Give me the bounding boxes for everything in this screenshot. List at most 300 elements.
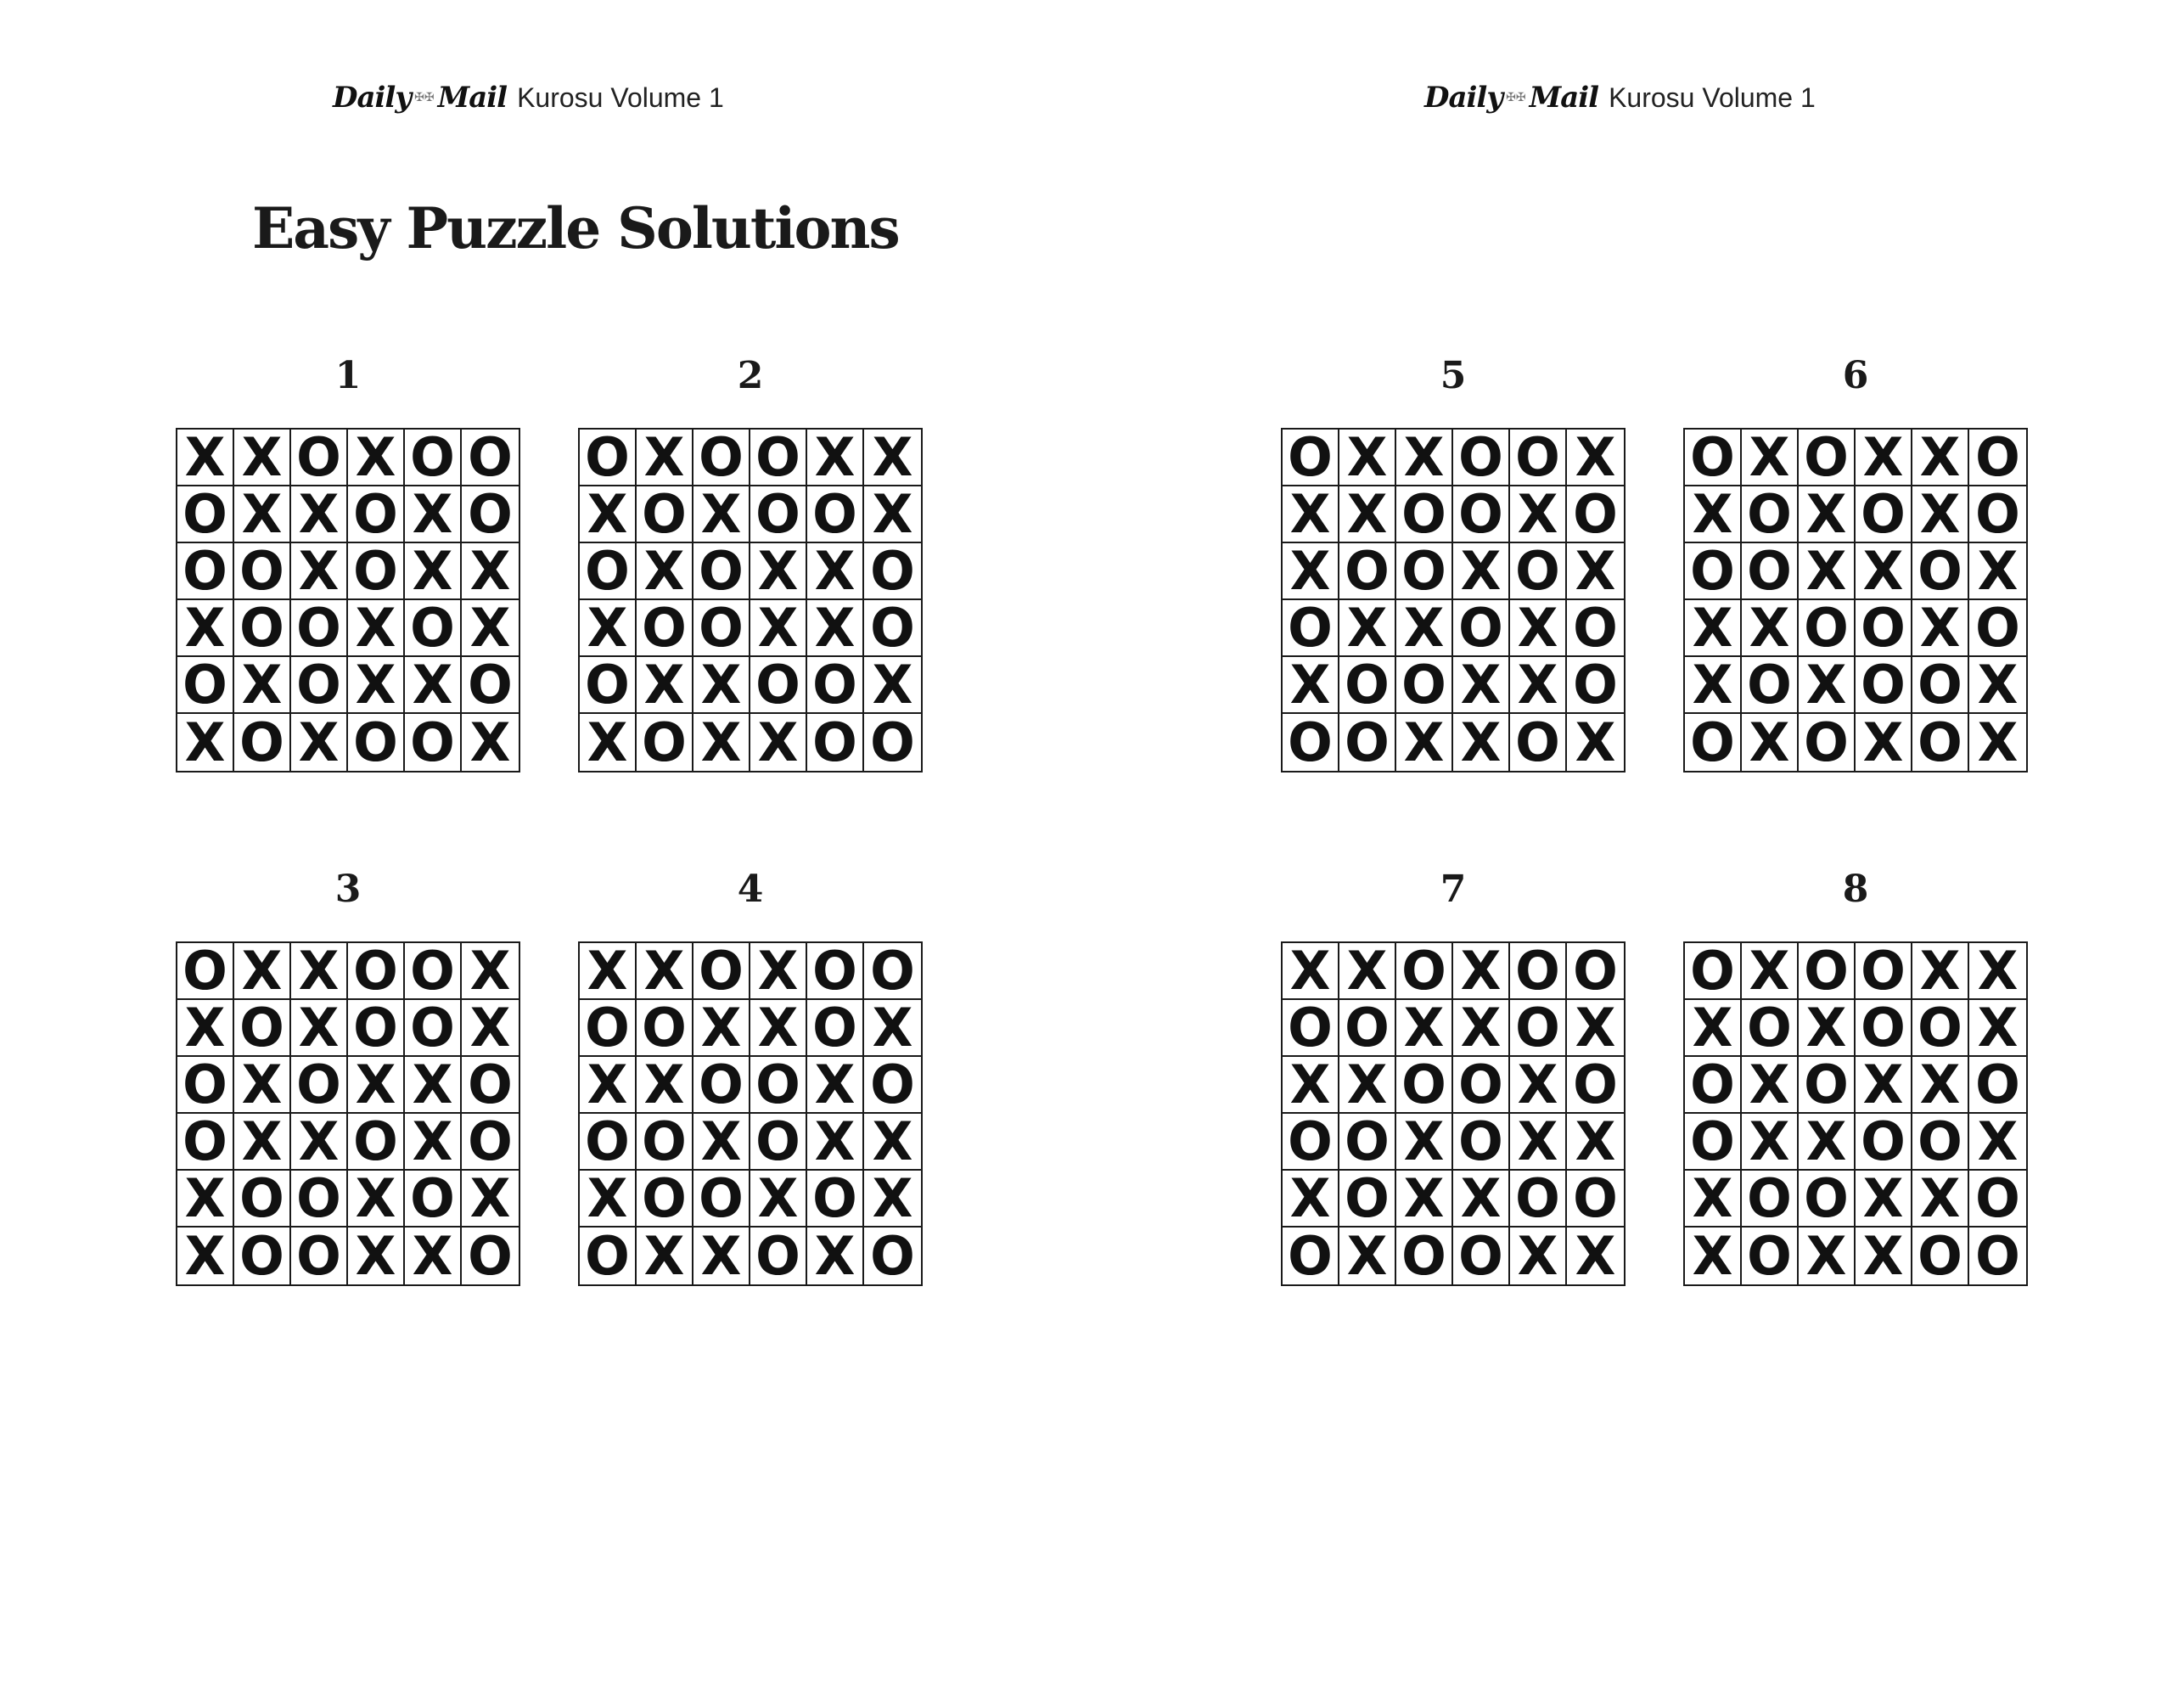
grid-cell: X — [291, 543, 348, 600]
grid-cell: O — [1856, 1114, 1912, 1171]
grid-cell: O — [1567, 486, 1624, 543]
solution-grid — [1683, 425, 2028, 773]
grid-cell: X — [864, 657, 921, 714]
grid-cell: O — [1453, 1228, 1510, 1284]
grid-cell: X — [1799, 486, 1856, 543]
grid-cell: X — [1969, 1000, 2026, 1057]
grid-cell: O — [291, 1171, 348, 1228]
grid-cell: O — [462, 1057, 519, 1114]
grid-cell: X — [177, 1000, 234, 1057]
grid-cell: X — [1453, 543, 1510, 600]
grid-cell: X — [864, 1000, 921, 1057]
grid-cell: O — [1567, 943, 1624, 1000]
grid-cell: X — [1567, 1114, 1624, 1171]
grid-cell: X — [1339, 600, 1396, 657]
grid-cell: X — [750, 714, 807, 771]
grid-cell: O — [807, 1171, 864, 1228]
grid-cell: O — [1975, 1224, 2020, 1287]
puzzle-solution — [1281, 352, 1626, 773]
grid-cell: X — [348, 1228, 405, 1284]
grid-cell: X — [1283, 943, 1339, 1000]
grid-cell: X — [1396, 714, 1453, 771]
grid-cell: X — [580, 600, 637, 657]
grid-cell: X — [1912, 1057, 1969, 1114]
grid-cell: X — [1969, 657, 2026, 714]
grid-cell: X — [405, 1228, 462, 1284]
grid-cell: X — [291, 486, 348, 543]
grid-cell: O — [177, 486, 234, 543]
grid-cell: O — [750, 1114, 807, 1171]
grid-cell: O — [177, 1057, 234, 1114]
grid-cell: X — [1856, 1171, 1912, 1228]
grid-cell: X — [750, 943, 807, 1000]
grid-cell: X — [1339, 1057, 1396, 1114]
grid-cell: O — [405, 430, 462, 486]
grid-cell: O — [1742, 1000, 1799, 1057]
grid-cell: O — [1339, 1000, 1396, 1057]
grid-cell: X — [1912, 486, 1969, 543]
grid-cell: O — [807, 1000, 864, 1057]
solution-grid — [578, 425, 923, 773]
left-page — [0, 0, 1086, 1708]
right-page — [1086, 0, 2173, 1708]
grid-cell: X — [1685, 486, 1742, 543]
grid-cell: O — [1453, 1114, 1510, 1171]
grid-cell: X — [1685, 1171, 1742, 1228]
grid-cell: X — [1685, 1228, 1742, 1284]
running-head — [333, 78, 724, 117]
grid-cell: O — [462, 1114, 519, 1171]
grid-cell: O — [1685, 943, 1742, 1000]
grid-cell: O — [405, 1171, 462, 1228]
grid-cell: X — [693, 1114, 750, 1171]
grid-cell: X — [1742, 430, 1799, 486]
grid-cell: X — [1453, 1000, 1510, 1057]
grid-cell: X — [864, 1171, 921, 1228]
puzzle-solution — [176, 866, 520, 1286]
grid-cell: X — [1685, 1000, 1742, 1057]
grid-cell: O — [693, 1171, 750, 1228]
grid-cell: O — [1339, 1171, 1396, 1228]
grid-cell: X — [1912, 600, 1969, 657]
grid-cell: O — [1339, 657, 1396, 714]
grid-cell: O — [177, 657, 234, 714]
grid-cell: X — [348, 430, 405, 486]
grid-cell: X — [1685, 600, 1742, 657]
grid-cell: O — [580, 543, 637, 600]
grid-cell: O — [1339, 714, 1396, 771]
grid-cell: O — [1742, 657, 1799, 714]
grid-cell: X — [1856, 1228, 1912, 1284]
grid-cell: X — [462, 600, 519, 657]
grid-cell: X — [1742, 1057, 1799, 1114]
grid-cell: X — [637, 943, 693, 1000]
grid-cell: O — [693, 1057, 750, 1114]
grid-cell: O — [405, 600, 462, 657]
grid-cell: X — [1339, 486, 1396, 543]
grid-cell: O — [1396, 1228, 1453, 1284]
section-title: Easy Puzzle Solutions — [252, 195, 899, 261]
grid-cell: X — [1510, 600, 1567, 657]
grid-cell: O — [1396, 943, 1453, 1000]
grid-cell: X — [1575, 711, 1616, 773]
grid-cell: O — [1799, 1171, 1856, 1228]
grid-cell: O — [1283, 600, 1339, 657]
grid-cell: O — [1912, 1228, 1969, 1284]
grid-cell: X — [1856, 430, 1912, 486]
grid-cell: X — [234, 943, 291, 1000]
grid-cell: X — [1339, 943, 1396, 1000]
grid-cell: O — [637, 1000, 693, 1057]
grid-cell: O — [1799, 430, 1856, 486]
grid-cell: X — [462, 1000, 519, 1057]
solution-grid — [1683, 941, 2028, 1286]
running-head-title: Kurosu Volume 1 — [517, 81, 724, 113]
grid-cell: O — [1969, 1171, 2026, 1228]
grid-cell: O — [1912, 714, 1969, 771]
grid-cell: X — [1685, 657, 1742, 714]
grid-cell: X — [1510, 486, 1567, 543]
grid-cell: O — [1799, 714, 1856, 771]
grid-cell: X — [1969, 543, 2026, 600]
grid-cell: X — [693, 1228, 750, 1284]
grid-cell: X — [693, 714, 750, 771]
grid-cell: O — [1567, 1057, 1624, 1114]
grid-cell: X — [1396, 1000, 1453, 1057]
grid-cell: O — [637, 714, 693, 771]
grid-cell: X — [177, 600, 234, 657]
grid-cell: X — [1912, 943, 1969, 1000]
grid-cell: O — [348, 1114, 405, 1171]
puzzle-number: 3 — [334, 868, 362, 911]
grid-cell: O — [1339, 1114, 1396, 1171]
grid-cell: X — [693, 1000, 750, 1057]
grid-cell: X — [234, 486, 291, 543]
grid-cell: O — [234, 600, 291, 657]
grid-cell: X — [405, 1057, 462, 1114]
grid-cell: O — [864, 943, 921, 1000]
grid-cell: O — [405, 1000, 462, 1057]
puzzle-number: 7 — [1440, 868, 1467, 911]
grid-cell: O — [580, 1228, 637, 1284]
grid-cell: X — [405, 543, 462, 600]
grid-cell: X — [750, 543, 807, 600]
puzzle-solution — [578, 352, 923, 773]
grid-cell: X — [1799, 657, 1856, 714]
grid-cell: X — [1567, 430, 1624, 486]
grid-cell: O — [864, 1057, 921, 1114]
grid-cell: O — [750, 1228, 807, 1284]
grid-cell: O — [291, 1057, 348, 1114]
grid-cell: O — [1969, 430, 2026, 486]
grid-cell: O — [462, 657, 519, 714]
grid-cell: X — [1742, 1114, 1799, 1171]
grid-cell: O — [870, 1224, 915, 1287]
grid-cell: O — [1912, 543, 1969, 600]
grid-cell: X — [864, 430, 921, 486]
grid-cell: X — [348, 1057, 405, 1114]
grid-cell: O — [1510, 714, 1567, 771]
grid-cell: O — [1799, 943, 1856, 1000]
grid-cell: O — [1453, 600, 1510, 657]
grid-cell: X — [807, 1057, 864, 1114]
grid-cell: O — [291, 1228, 348, 1284]
grid-cell: X — [1453, 943, 1510, 1000]
grid-cell: O — [1685, 430, 1742, 486]
grid-cell: O — [1969, 486, 2026, 543]
puzzle-solution — [176, 352, 520, 773]
grid-cell: X — [405, 657, 462, 714]
grid-cell: O — [807, 486, 864, 543]
grid-cell: X — [1575, 1224, 1616, 1287]
grid-cell: O — [693, 543, 750, 600]
grid-cell: O — [1283, 1114, 1339, 1171]
grid-cell: O — [580, 430, 637, 486]
puzzle-solution — [578, 866, 923, 1286]
grid-cell: O — [234, 714, 291, 771]
grid-cell: O — [348, 943, 405, 1000]
grid-cell: O — [637, 486, 693, 543]
grid-cell: O — [750, 486, 807, 543]
grid-cell: X — [234, 657, 291, 714]
puzzle-number: 8 — [1842, 868, 1869, 911]
grid-cell: X — [693, 657, 750, 714]
grid-cell: X — [177, 714, 234, 771]
puzzle-number: 2 — [737, 354, 764, 397]
grid-cell: X — [864, 486, 921, 543]
grid-cell: X — [177, 430, 234, 486]
grid-cell: O — [1742, 486, 1799, 543]
grid-cell: O — [580, 657, 637, 714]
grid-cell: X — [807, 1228, 864, 1284]
grid-cell: X — [405, 486, 462, 543]
grid-cell: X — [580, 1171, 637, 1228]
grid-cell: O — [1396, 1057, 1453, 1114]
grid-cell: X — [348, 1171, 405, 1228]
grid-cell: X — [750, 1000, 807, 1057]
grid-cell: X — [864, 1114, 921, 1171]
grid-cell: O — [1453, 1057, 1510, 1114]
grid-cell: X — [1567, 1000, 1624, 1057]
grid-cell: O — [1799, 600, 1856, 657]
grid-cell: O — [348, 1000, 405, 1057]
grid-cell: O — [1799, 1057, 1856, 1114]
grid-cell: O — [693, 430, 750, 486]
grid-cell: O — [693, 943, 750, 1000]
grid-cell: X — [1283, 1171, 1339, 1228]
grid-cell: O — [234, 1228, 291, 1284]
grid-cell: X — [807, 430, 864, 486]
grid-cell: X — [1567, 543, 1624, 600]
grid-cell: O — [1510, 430, 1567, 486]
grid-cell: O — [348, 543, 405, 600]
grid-cell: X — [1283, 657, 1339, 714]
grid-cell: O — [1856, 486, 1912, 543]
grid-cell: X — [291, 714, 348, 771]
grid-cell: O — [177, 543, 234, 600]
grid-cell: O — [1453, 430, 1510, 486]
puzzle-number: 5 — [1440, 354, 1467, 397]
grid-cell: O — [807, 714, 864, 771]
grid-cell: O — [1742, 1228, 1799, 1284]
grid-cell: X — [1977, 711, 2019, 773]
grid-cell: X — [462, 943, 519, 1000]
grid-cell: X — [1283, 1057, 1339, 1114]
grid-cell: O — [750, 430, 807, 486]
grid-cell: X — [291, 943, 348, 1000]
grid-cell: X — [291, 1000, 348, 1057]
grid-cell: X — [1969, 943, 2026, 1000]
grid-cell: O — [177, 943, 234, 1000]
grid-cell: X — [1856, 714, 1912, 771]
grid-cell: X — [580, 943, 637, 1000]
grid-cell: X — [750, 1171, 807, 1228]
grid-cell: X — [1396, 430, 1453, 486]
grid-cell: O — [462, 486, 519, 543]
grid-cell: O — [1283, 714, 1339, 771]
grid-cell: X — [1799, 1000, 1856, 1057]
grid-cell: X — [291, 1114, 348, 1171]
grid-cell: O — [1912, 657, 1969, 714]
grid-cell: X — [1339, 1228, 1396, 1284]
grid-cell: O — [1283, 1000, 1339, 1057]
grid-cell: O — [405, 714, 462, 771]
grid-cell: X — [469, 711, 511, 773]
grid-cell: X — [1510, 1057, 1567, 1114]
grid-cell: O — [234, 543, 291, 600]
grid-cell: X — [807, 543, 864, 600]
grid-cell: O — [1912, 1000, 1969, 1057]
grid-cell: X — [462, 543, 519, 600]
puzzle-solution — [1683, 352, 2028, 773]
grid-cell: O — [1742, 543, 1799, 600]
grid-cell: O — [1856, 600, 1912, 657]
grid-cell: X — [637, 543, 693, 600]
grid-cell: O — [750, 657, 807, 714]
grid-cell: X — [807, 600, 864, 657]
grid-cell: O — [807, 657, 864, 714]
grid-cell: O — [462, 430, 519, 486]
puzzle-number: 6 — [1842, 354, 1869, 397]
grid-cell: X — [1283, 486, 1339, 543]
grid-cell: X — [637, 1057, 693, 1114]
grid-cell: X — [637, 430, 693, 486]
puzzle-solution — [1281, 866, 1626, 1286]
grid-cell: X — [1510, 1228, 1567, 1284]
grid-cell: O — [1912, 1114, 1969, 1171]
grid-cell: O — [864, 543, 921, 600]
grid-cell: X — [1453, 1171, 1510, 1228]
grid-cell: X — [1969, 1114, 2026, 1171]
solution-grid — [1281, 941, 1626, 1286]
grid-cell: O — [1685, 714, 1742, 771]
grid-cell: X — [693, 486, 750, 543]
grid-cell: X — [580, 486, 637, 543]
grid-cell: X — [637, 1228, 693, 1284]
grid-cell: X — [1510, 1114, 1567, 1171]
grid-cell: O — [807, 943, 864, 1000]
grid-cell: X — [580, 714, 637, 771]
puzzle-number: 4 — [737, 868, 764, 911]
grid-cell: X — [1396, 1171, 1453, 1228]
grid-cell: X — [234, 1114, 291, 1171]
grid-cell: O — [580, 1000, 637, 1057]
grid-cell: O — [291, 600, 348, 657]
grid-cell: X — [405, 1114, 462, 1171]
grid-cell: O — [864, 600, 921, 657]
grid-cell: O — [291, 657, 348, 714]
grid-cell: O — [1567, 600, 1624, 657]
grid-cell: X — [177, 1228, 234, 1284]
grid-cell: O — [1969, 600, 2026, 657]
grid-cell: O — [348, 486, 405, 543]
grid-cell: X — [1510, 657, 1567, 714]
grid-cell: X — [348, 657, 405, 714]
puzzle-number: 1 — [334, 354, 362, 397]
grid-cell: O — [1510, 1171, 1567, 1228]
running-head-title: Kurosu Volume 1 — [1609, 81, 1816, 113]
grid-cell: X — [807, 1114, 864, 1171]
solution-grid — [176, 425, 520, 773]
grid-cell: O — [234, 1000, 291, 1057]
grid-cell: O — [348, 714, 405, 771]
grid-cell: O — [177, 1114, 234, 1171]
grid-cell: O — [1685, 1057, 1742, 1114]
grid-cell: O — [405, 943, 462, 1000]
grid-cell: O — [1283, 1228, 1339, 1284]
daily-mail-logo: Daily ✠✠ Mail — [333, 81, 508, 115]
grid-cell: X — [1912, 1171, 1969, 1228]
grid-cell: O — [870, 711, 915, 773]
grid-cell: O — [234, 1171, 291, 1228]
grid-cell: O — [1856, 943, 1912, 1000]
grid-cell: X — [234, 430, 291, 486]
grid-cell: X — [1799, 543, 1856, 600]
solution-grid — [176, 941, 520, 1286]
grid-cell: X — [1799, 1228, 1856, 1284]
grid-cell: X — [1742, 943, 1799, 1000]
grid-cell: O — [1510, 1000, 1567, 1057]
grid-cell: O — [693, 600, 750, 657]
grid-cell: O — [580, 1114, 637, 1171]
grid-cell: X — [1339, 430, 1396, 486]
grid-cell: X — [1742, 714, 1799, 771]
grid-cell: O — [1742, 1171, 1799, 1228]
grid-cell: O — [637, 600, 693, 657]
grid-cell: O — [1396, 657, 1453, 714]
grid-cell: O — [291, 430, 348, 486]
grid-cell: O — [1396, 543, 1453, 600]
grid-cell: O — [1685, 543, 1742, 600]
grid-cell: X — [1453, 714, 1510, 771]
grid-cell: O — [1685, 1114, 1742, 1171]
grid-cell: O — [637, 1171, 693, 1228]
grid-cell: X — [750, 600, 807, 657]
grid-cell: X — [1283, 543, 1339, 600]
grid-cell: O — [468, 1224, 513, 1287]
grid-cell: O — [1969, 1057, 2026, 1114]
grid-cell: O — [1856, 1000, 1912, 1057]
grid-cell: O — [1510, 943, 1567, 1000]
grid-cell: X — [1453, 657, 1510, 714]
grid-cell: X — [234, 1057, 291, 1114]
grid-cell: O — [1856, 657, 1912, 714]
puzzle-solution — [1683, 866, 2028, 1286]
grid-cell: X — [348, 600, 405, 657]
grid-cell: X — [1799, 1114, 1856, 1171]
grid-cell: X — [1396, 600, 1453, 657]
solution-grid — [578, 941, 923, 1286]
